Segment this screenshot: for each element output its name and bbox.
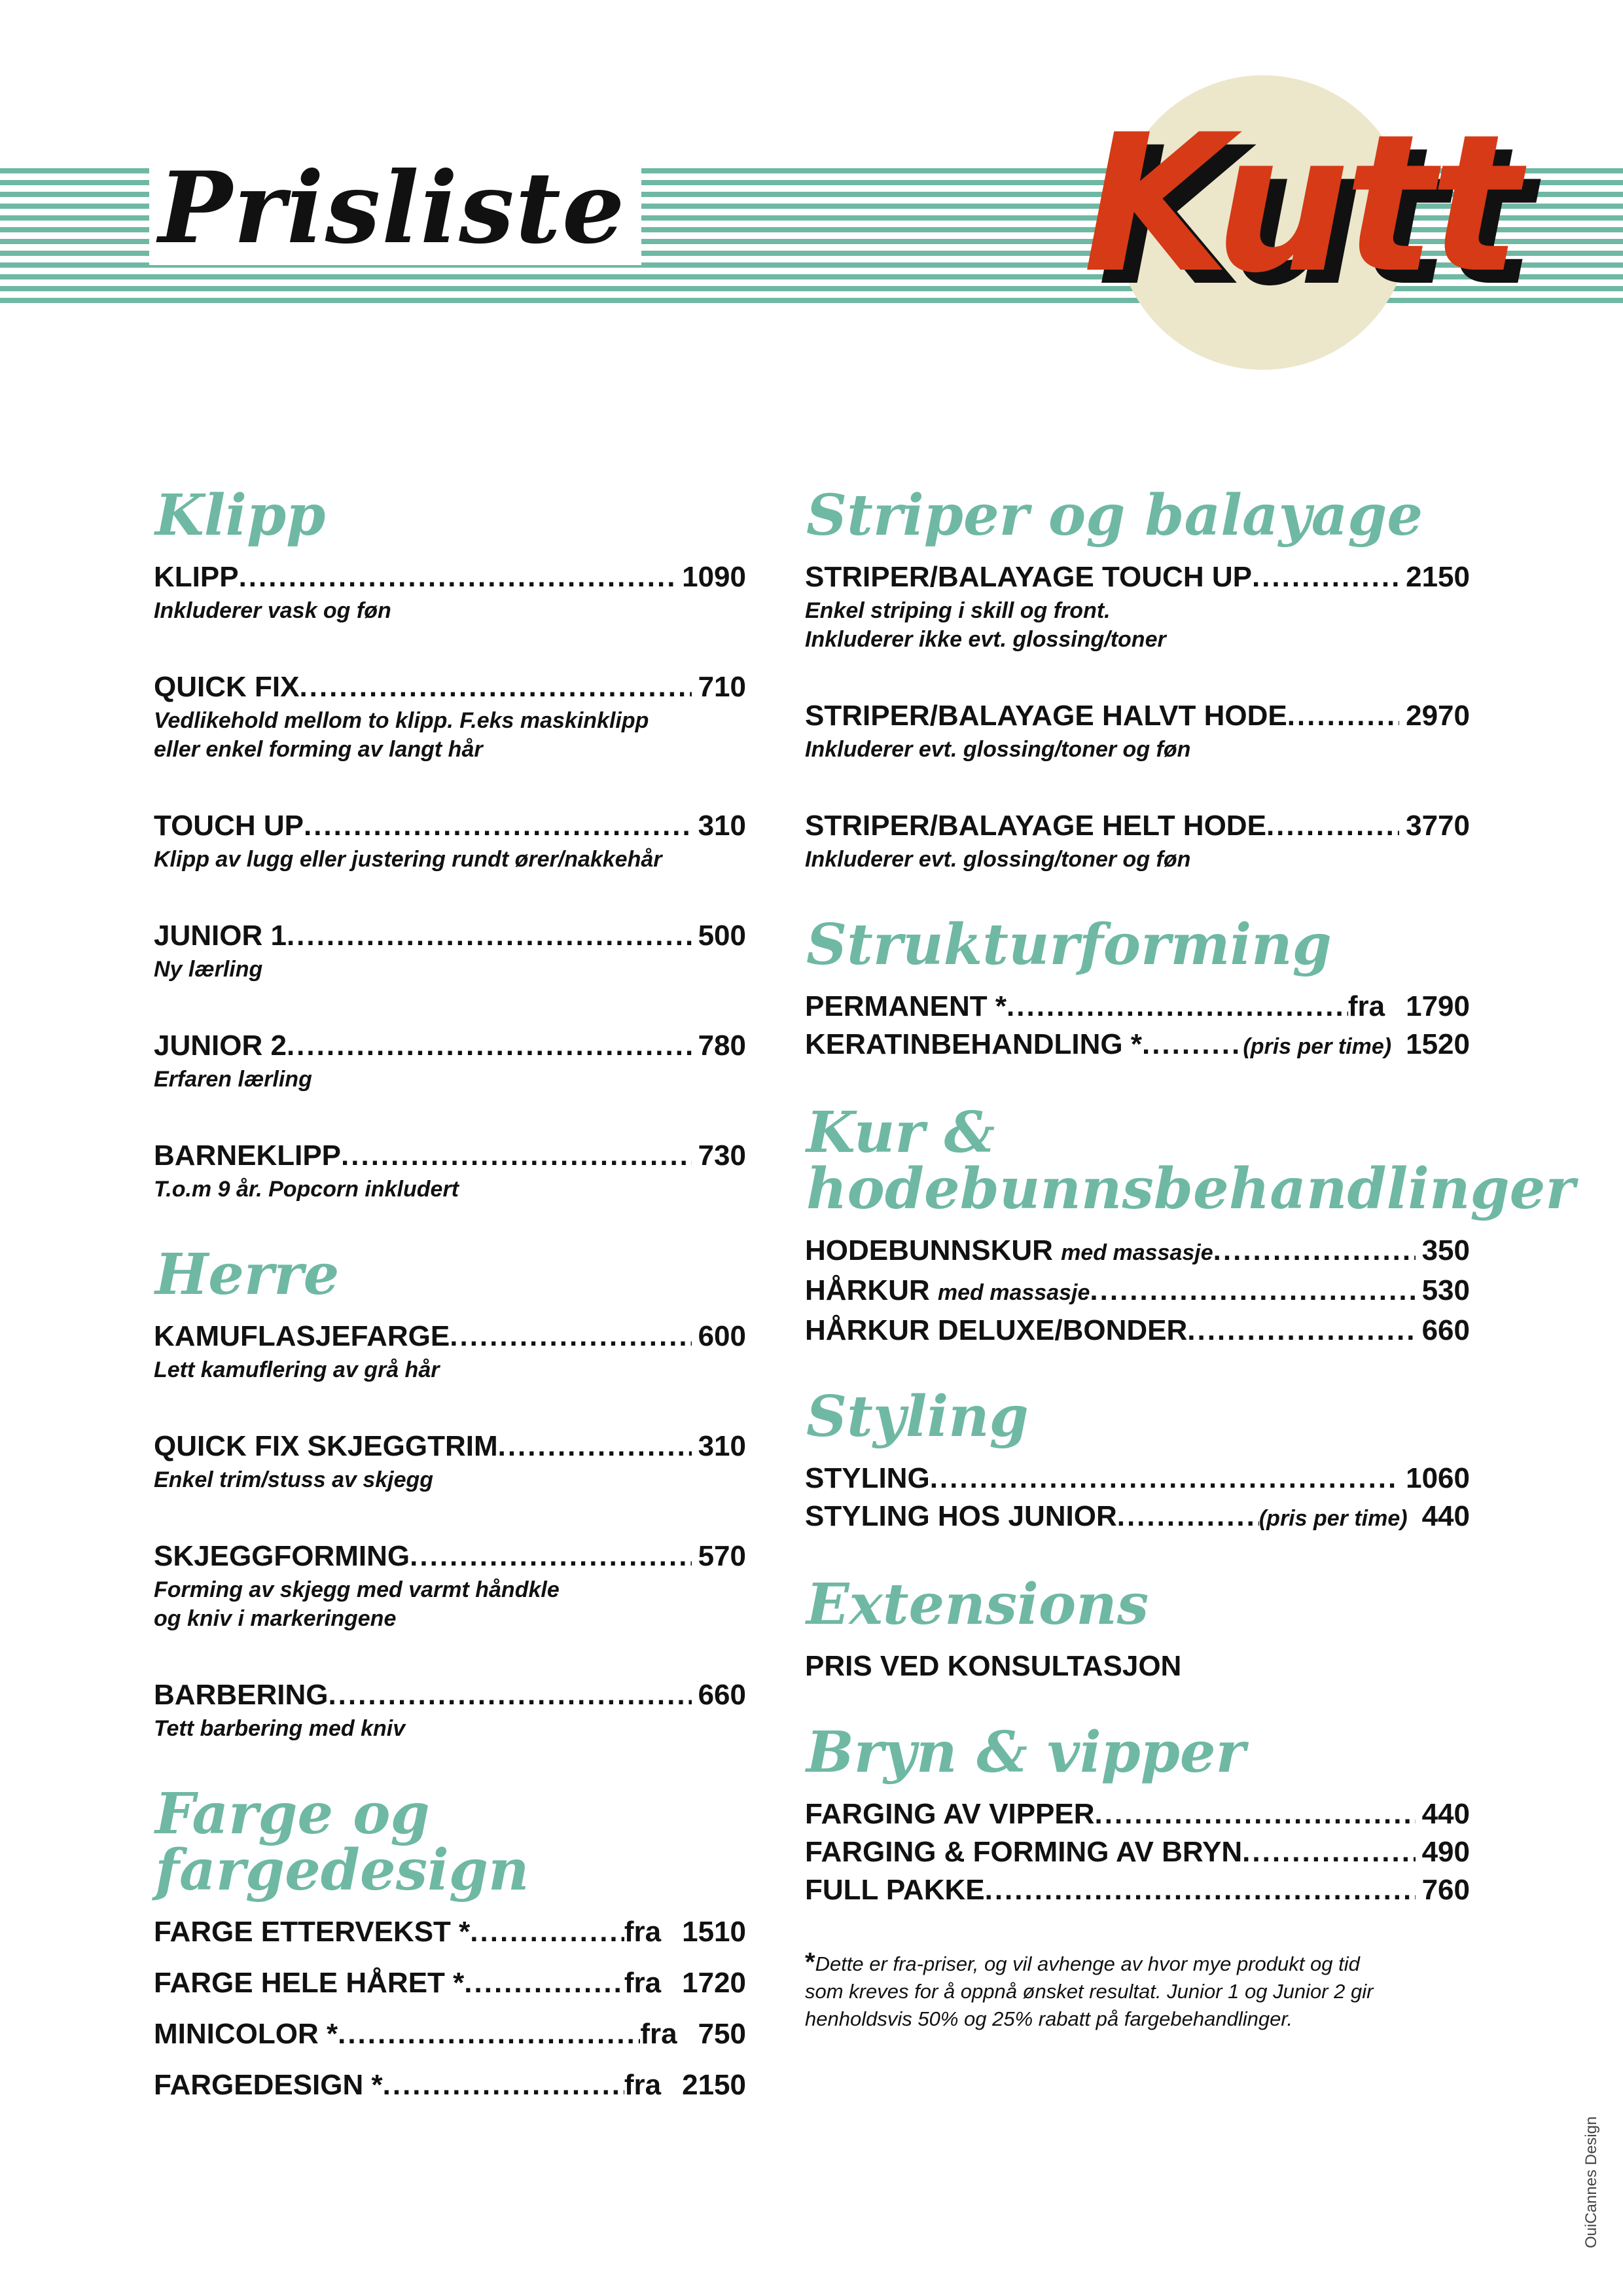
- item-price: 780: [698, 1030, 746, 1062]
- item-name: PRIS VED KONSULTASJON: [805, 1650, 1182, 1682]
- item-description: Inkluderer evt. glossing/toner og føn: [805, 847, 1191, 872]
- price-item: [805, 1833, 1470, 1871]
- item-from-label: fra: [1347, 990, 1385, 1022]
- item-price: 1790: [1406, 990, 1470, 1022]
- item-price: 3770: [1406, 810, 1470, 842]
- item-name: JUNIOR 2: [154, 1030, 287, 1062]
- section-title-farge: Farge og fargedesign: [155, 1781, 529, 1903]
- item-price: 310: [698, 1430, 746, 1462]
- item-price: 2970: [1406, 700, 1470, 732]
- price-item: [805, 1795, 1470, 1833]
- item-name: QUICK FIX SKJEGGTRIM: [154, 1430, 498, 1462]
- item-description: Vedlikehold mellom to klipp. F.eks maskinklipp: [154, 708, 649, 733]
- price-item: [154, 917, 746, 984]
- item-price: 1090: [682, 561, 746, 593]
- price-item: [805, 1312, 1470, 1350]
- item-description: T.o.m 9 år. Popcorn inkludert: [154, 1177, 459, 1202]
- price-item: [154, 668, 746, 764]
- price-item: [154, 807, 746, 874]
- item-name: KERATINBEHANDLING *: [805, 1028, 1142, 1060]
- price-item: [154, 1137, 746, 1204]
- item-name: FARGE HELE HÅRET *: [154, 1967, 465, 1999]
- item-name: STYLING HOS JUNIOR: [805, 1500, 1117, 1532]
- footnote: [805, 1948, 1470, 2033]
- item-description: Inkluderer evt. glossing/toner og føn: [805, 737, 1191, 762]
- item-from-label: fra: [624, 2069, 662, 2101]
- struktur-list: [805, 988, 1470, 1066]
- price-item: [154, 1027, 746, 1094]
- item-name: QUICK FIX: [154, 671, 300, 703]
- item-description: Inkluderer ikke evt. glossing/toner: [805, 627, 1166, 652]
- item-description: Enkel striping i skill og front.: [805, 598, 1111, 623]
- item-description: Forming av skjegg med varmt håndkle: [154, 1577, 560, 1602]
- item-name: SKJEGGFORMING: [154, 1540, 410, 1572]
- section-title-extensions: Extensions: [806, 1571, 1149, 1638]
- item-name: KLIPP: [154, 561, 239, 593]
- item-price: 440: [1421, 1798, 1470, 1830]
- price-item: [154, 1913, 746, 1951]
- item-price: 660: [1421, 1314, 1470, 1346]
- price-item: [154, 1318, 746, 1384]
- item-description: eller enkel forming av langt hår: [154, 737, 483, 762]
- item-name: PERMANENT *: [805, 990, 1007, 1022]
- extensions-text: [805, 1647, 1470, 1685]
- item-description: Tett barbering med kniv: [154, 1716, 406, 1741]
- footnote-line: Dette er fra-priser, og vil avhenge av hvor mye produkt og tid: [815, 1952, 1360, 1975]
- price-item: [154, 2066, 746, 2104]
- item-price: 750: [698, 2018, 746, 2050]
- item-name: STYLING: [805, 1462, 930, 1494]
- item-price: 1720: [682, 1967, 746, 1999]
- bryn-list: [805, 1795, 1470, 1909]
- klipp-list: [154, 558, 746, 1204]
- item-price: 570: [698, 1540, 746, 1572]
- item-note: (pris per time): [1243, 1034, 1392, 1059]
- item-price: 500: [698, 920, 746, 952]
- price-item: [805, 1498, 1470, 1537]
- footnote-line: som kreves for å oppnå ønsket resultat. Junior 1 og Junior 2 gir: [805, 1980, 1374, 2003]
- item-name: BARBERING: [154, 1679, 329, 1711]
- item-description: Inkluderer vask og føn: [154, 598, 391, 623]
- section-title-kur: Kur & hodebunnsbehandlinger: [806, 1100, 1575, 1222]
- price-item: [154, 1964, 746, 2002]
- item-name: FARGEDESIGN *: [154, 2069, 383, 2101]
- item-price: 710: [698, 671, 746, 703]
- price-item: [805, 1232, 1470, 1272]
- item-price: 660: [698, 1679, 746, 1711]
- item-price: 600: [698, 1320, 746, 1352]
- item-price: 350: [1421, 1234, 1470, 1266]
- item-from-label: fra: [640, 2018, 677, 2050]
- item-name: MINICOLOR *: [154, 2018, 338, 2050]
- price-item: [154, 1427, 746, 1494]
- item-name: TOUCH UP: [154, 810, 304, 842]
- item-price: 2150: [1406, 561, 1470, 593]
- price-item: [154, 1537, 746, 1633]
- item-name: BARNEKLIPP: [154, 1139, 342, 1172]
- left-column: [154, 482, 746, 2117]
- price-item: [805, 1026, 1470, 1066]
- item-name: JUNIOR 1: [154, 920, 287, 952]
- item-description: Erfaren lærling: [154, 1067, 312, 1092]
- price-item: [154, 558, 746, 625]
- price-item: [154, 1676, 746, 1743]
- section-title-klipp: Klipp: [155, 482, 326, 548]
- item-description: Klipp av lugg eller justering rundt ører/nakkehår: [154, 847, 662, 872]
- item-description: Enkel trim/stuss av skjegg: [154, 1467, 434, 1492]
- price-item: [805, 558, 1470, 654]
- extensions-list: [805, 1647, 1470, 1685]
- styling-list: [805, 1460, 1470, 1537]
- price-item: [805, 697, 1470, 764]
- kur-list: [805, 1232, 1470, 1350]
- item-price: 440: [1421, 1500, 1470, 1532]
- item-price: 1520: [1406, 1028, 1470, 1060]
- right-column: [805, 482, 1575, 2033]
- footnote-line: henholdsvis 50% og 25% rabatt på fargebehandlinger.: [805, 2007, 1293, 2030]
- item-from-label: fra: [624, 1967, 662, 1999]
- item-name: STRIPER/BALAYAGE TOUCH UP: [805, 561, 1252, 593]
- section-title-striper: Striper og balayage: [806, 482, 1423, 548]
- section-title-herre: Herre: [155, 1242, 340, 1308]
- item-description: og kniv i markeringene: [154, 1606, 397, 1631]
- item-subtitle: med massasje: [937, 1280, 1090, 1305]
- item-name: HÅRKUR DELUXE/BONDER: [805, 1314, 1188, 1346]
- item-price: 1060: [1406, 1462, 1470, 1494]
- item-subtitle: med massasje: [1061, 1240, 1213, 1265]
- price-item: [805, 1871, 1470, 1909]
- item-from-label: fra: [624, 1916, 662, 1948]
- item-price: 730: [698, 1139, 746, 1172]
- item-price: 530: [1421, 1274, 1470, 1306]
- item-name: HODEBUNNSKUR: [805, 1234, 1053, 1266]
- item-name: STRIPER/BALAYAGE HALVT HODE: [805, 700, 1287, 732]
- page-title: Prisliste: [149, 152, 641, 265]
- item-name: FULL PAKKE: [805, 1874, 985, 1906]
- designer-credit: OuiCannes Design: [1582, 2116, 1600, 2248]
- item-name: FARGING & FORMING AV BRYN: [805, 1836, 1243, 1868]
- item-name: STRIPER/BALAYAGE HELT HODE: [805, 810, 1266, 842]
- item-price: 310: [698, 810, 746, 842]
- item-name: FARGING AV VIPPER: [805, 1798, 1095, 1830]
- section-title-struktur: Strukturforming: [806, 912, 1332, 978]
- item-name: HÅRKUR: [805, 1274, 930, 1306]
- item-note: (pris per time): [1258, 1506, 1408, 1531]
- item-price: 2150: [682, 2069, 746, 2101]
- farge-list: [154, 1913, 746, 2104]
- kutt-logo: Kutt: [1083, 94, 1516, 315]
- price-item: [805, 988, 1470, 1026]
- footnote-star: *: [805, 1948, 815, 1977]
- item-price: 1510: [682, 1916, 746, 1948]
- item-name: KAMUFLASJEFARGE: [154, 1320, 450, 1352]
- item-description: Lett kamuflering av grå hår: [154, 1357, 440, 1382]
- price-item: [805, 807, 1470, 874]
- item-description: Ny lærling: [154, 957, 263, 982]
- striper-list: [805, 558, 1470, 874]
- item-name: FARGE ETTERVEKST *: [154, 1916, 471, 1948]
- price-item: [154, 2015, 746, 2053]
- item-price: 760: [1421, 1874, 1470, 1906]
- section-title-bryn: Bryn & vipper: [806, 1719, 1245, 1785]
- price-item: [805, 1460, 1470, 1498]
- herre-list: [154, 1318, 746, 1743]
- section-title-styling: Styling: [806, 1384, 1029, 1450]
- item-price: 490: [1421, 1836, 1470, 1868]
- price-item: [805, 1272, 1470, 1312]
